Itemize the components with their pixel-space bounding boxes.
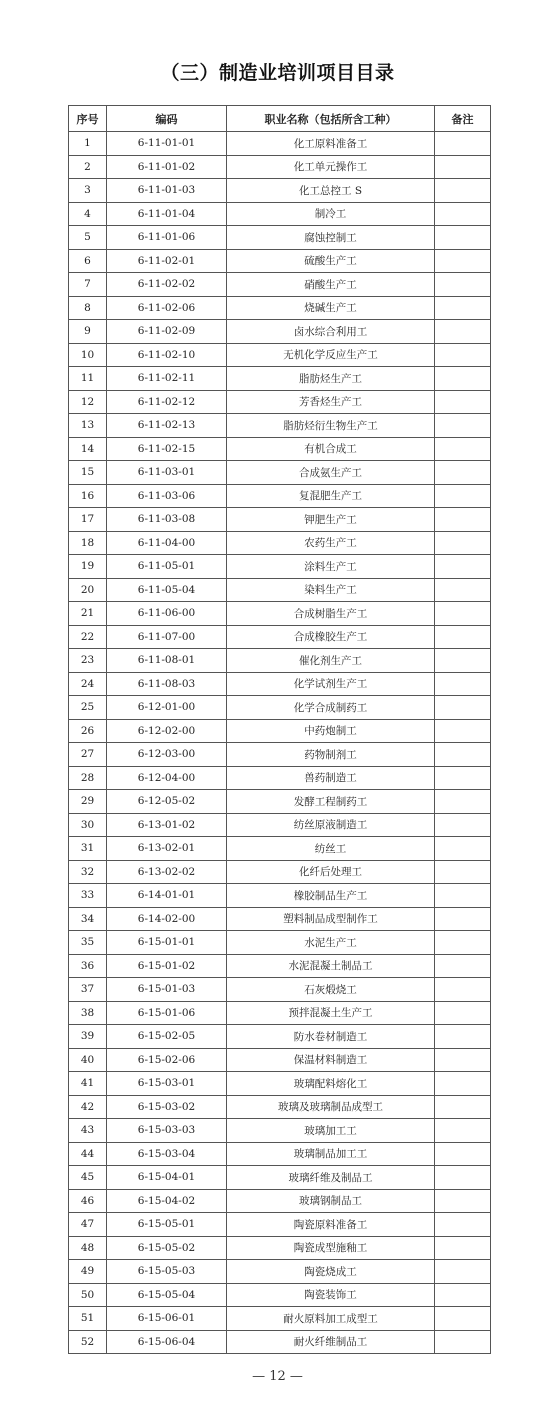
row-code: 6-13-02-02 [107,860,227,884]
row-index: 47 [69,1213,107,1237]
table-row [69,155,491,179]
table-row [69,719,491,743]
table-row [69,602,491,626]
row-occupation: 无机化学反应生产工 [227,343,435,367]
table-row [69,414,491,438]
row-remarks [435,531,491,555]
row-remarks [435,696,491,720]
row-index: 45 [69,1166,107,1190]
row-remarks [435,1307,491,1331]
row-occupation: 玻璃配料熔化工 [227,1072,435,1096]
table-row [69,226,491,250]
row-remarks [435,320,491,344]
table-row [69,343,491,367]
row-index: 3 [69,179,107,203]
row-occupation: 脂肪烃衍生物生产工 [227,414,435,438]
row-remarks [435,1236,491,1260]
row-remarks [435,625,491,649]
row-occupation: 耐火原料加工成型工 [227,1307,435,1331]
row-index: 41 [69,1072,107,1096]
table-row [69,884,491,908]
row-occupation: 保温材料制造工 [227,1048,435,1072]
row-remarks [435,1072,491,1096]
row-code: 6-11-02-13 [107,414,227,438]
row-occupation: 玻璃制品加工工 [227,1142,435,1166]
header-code: 编码 [107,106,227,132]
row-index: 25 [69,696,107,720]
row-index: 6 [69,249,107,273]
row-remarks [435,672,491,696]
row-code: 6-11-01-01 [107,132,227,156]
row-index: 52 [69,1330,107,1354]
row-code: 6-15-03-01 [107,1072,227,1096]
row-occupation: 化工单元操作工 [227,155,435,179]
row-occupation: 硝酸生产工 [227,273,435,297]
row-remarks [435,414,491,438]
row-index: 21 [69,602,107,626]
row-index: 44 [69,1142,107,1166]
row-occupation: 纺丝工 [227,837,435,861]
row-code: 6-13-01-02 [107,813,227,837]
row-index: 50 [69,1283,107,1307]
row-code: 6-15-05-03 [107,1260,227,1284]
row-occupation: 玻璃钢制品工 [227,1189,435,1213]
row-remarks [435,273,491,297]
row-occupation: 制冷工 [227,202,435,226]
row-index: 5 [69,226,107,250]
table-row [69,1260,491,1284]
row-remarks [435,367,491,391]
row-occupation: 催化剂生产工 [227,649,435,673]
row-code: 6-11-02-01 [107,249,227,273]
row-index: 17 [69,508,107,532]
table-row [69,296,491,320]
row-code: 6-11-01-06 [107,226,227,250]
row-remarks [435,508,491,532]
table-row [69,578,491,602]
row-code: 6-14-02-00 [107,907,227,931]
row-index: 19 [69,555,107,579]
row-code: 6-11-06-00 [107,602,227,626]
row-occupation: 染料生产工 [227,578,435,602]
row-occupation: 合成树脂生产工 [227,602,435,626]
row-code: 6-11-03-08 [107,508,227,532]
table-row [69,1307,491,1331]
table-row [69,1189,491,1213]
row-index: 20 [69,578,107,602]
row-index: 40 [69,1048,107,1072]
row-code: 6-11-05-01 [107,555,227,579]
row-index: 51 [69,1307,107,1331]
row-remarks [435,837,491,861]
table-row [69,1025,491,1049]
row-occupation: 陶瓷成型施釉工 [227,1236,435,1260]
row-code: 6-15-01-01 [107,931,227,955]
row-occupation: 化工原料准备工 [227,132,435,156]
row-code: 6-12-02-00 [107,719,227,743]
row-remarks [435,578,491,602]
row-remarks [435,1142,491,1166]
row-code: 6-11-08-01 [107,649,227,673]
row-code: 6-11-05-04 [107,578,227,602]
row-remarks [435,790,491,814]
row-code: 6-15-02-06 [107,1048,227,1072]
table-row [69,508,491,532]
row-remarks [435,249,491,273]
row-remarks [435,132,491,156]
table-row [69,1330,491,1354]
row-remarks [435,1095,491,1119]
row-code: 6-11-02-10 [107,343,227,367]
page-number: — 12 — [252,1369,303,1384]
row-occupation: 烧碱生产工 [227,296,435,320]
row-code: 6-11-02-02 [107,273,227,297]
row-code: 6-15-05-04 [107,1283,227,1307]
row-index: 22 [69,625,107,649]
row-occupation: 水泥混凝土制品工 [227,954,435,978]
table-row [69,1072,491,1096]
row-code: 6-12-04-00 [107,766,227,790]
table-row [69,1166,491,1190]
table-row [69,1236,491,1260]
row-occupation: 涂料生产工 [227,555,435,579]
row-code: 6-12-05-02 [107,790,227,814]
row-index: 38 [69,1001,107,1025]
table-row [69,837,491,861]
row-remarks [435,743,491,767]
row-remarks [435,1048,491,1072]
row-index: 34 [69,907,107,931]
row-occupation: 中药炮制工 [227,719,435,743]
row-occupation: 合成橡胶生产工 [227,625,435,649]
table-row [69,766,491,790]
table-row [69,1001,491,1025]
table-row [69,531,491,555]
row-index: 24 [69,672,107,696]
row-index: 2 [69,155,107,179]
table-row [69,1142,491,1166]
row-index: 16 [69,484,107,508]
training-catalog-table [68,105,491,1354]
table-row [69,931,491,955]
row-code: 6-11-08-03 [107,672,227,696]
row-remarks [435,155,491,179]
row-occupation: 芳香烃生产工 [227,390,435,414]
row-occupation: 橡胶制品生产工 [227,884,435,908]
row-occupation: 兽药制造工 [227,766,435,790]
row-remarks [435,1025,491,1049]
row-index: 49 [69,1260,107,1284]
row-code: 6-12-03-00 [107,743,227,767]
row-occupation: 玻璃加工工 [227,1119,435,1143]
row-index: 42 [69,1095,107,1119]
table-row [69,1048,491,1072]
row-occupation: 脂肪烃生产工 [227,367,435,391]
row-code: 6-11-03-01 [107,461,227,485]
row-code: 6-11-02-11 [107,367,227,391]
row-remarks [435,954,491,978]
row-code: 6-15-05-01 [107,1213,227,1237]
row-code: 6-12-01-00 [107,696,227,720]
row-remarks [435,296,491,320]
row-occupation: 化学试剂生产工 [227,672,435,696]
header-remarks: 备注 [435,106,491,132]
page-title: （三）制造业培训项目目录 [160,62,395,84]
row-remarks [435,226,491,250]
table-row [69,132,491,156]
table-row [69,649,491,673]
row-occupation: 化工总控工 S [227,179,435,203]
row-remarks [435,1166,491,1190]
table-row [69,696,491,720]
table-row [69,743,491,767]
row-occupation: 陶瓷装饰工 [227,1283,435,1307]
row-remarks [435,931,491,955]
row-occupation: 药物制剂工 [227,743,435,767]
row-occupation: 玻璃及玻璃制品成型工 [227,1095,435,1119]
table-row [69,1119,491,1143]
row-index: 9 [69,320,107,344]
row-index: 1 [69,132,107,156]
row-index: 14 [69,437,107,461]
table-row [69,461,491,485]
row-code: 6-15-04-02 [107,1189,227,1213]
row-remarks [435,484,491,508]
row-index: 48 [69,1236,107,1260]
row-code: 6-11-03-06 [107,484,227,508]
row-code: 6-15-05-02 [107,1236,227,1260]
row-index: 26 [69,719,107,743]
table-row [69,1213,491,1237]
row-occupation: 硫酸生产工 [227,249,435,273]
row-remarks [435,813,491,837]
table-row [69,484,491,508]
row-occupation: 钾肥生产工 [227,508,435,532]
row-index: 12 [69,390,107,414]
row-occupation: 陶瓷烧成工 [227,1260,435,1284]
row-remarks [435,390,491,414]
row-remarks [435,602,491,626]
row-code: 6-11-02-15 [107,437,227,461]
header-index: 序号 [69,106,107,132]
row-remarks [435,1283,491,1307]
row-index: 11 [69,367,107,391]
row-index: 37 [69,978,107,1002]
row-code: 6-15-03-02 [107,1095,227,1119]
table-header-row [69,106,491,132]
row-index: 35 [69,931,107,955]
table-row [69,813,491,837]
table-row [69,672,491,696]
row-code: 6-11-04-00 [107,531,227,555]
row-remarks [435,1260,491,1284]
table-row [69,907,491,931]
table-row [69,367,491,391]
row-code: 6-15-06-01 [107,1307,227,1331]
table-row [69,790,491,814]
row-occupation: 预拌混凝土生产工 [227,1001,435,1025]
row-remarks [435,1119,491,1143]
row-index: 10 [69,343,107,367]
row-remarks [435,179,491,203]
row-remarks [435,555,491,579]
table-row [69,273,491,297]
row-code: 6-11-01-04 [107,202,227,226]
row-code: 6-11-01-03 [107,179,227,203]
row-index: 32 [69,860,107,884]
row-remarks [435,1189,491,1213]
row-code: 6-11-02-09 [107,320,227,344]
table-row [69,954,491,978]
row-index: 8 [69,296,107,320]
row-index: 30 [69,813,107,837]
row-code: 6-15-01-02 [107,954,227,978]
row-code: 6-13-02-01 [107,837,227,861]
row-remarks [435,907,491,931]
row-index: 39 [69,1025,107,1049]
row-occupation: 陶瓷原料准备工 [227,1213,435,1237]
row-occupation: 卤水综合利用工 [227,320,435,344]
row-index: 4 [69,202,107,226]
row-code: 6-15-06-04 [107,1330,227,1354]
row-index: 27 [69,743,107,767]
row-occupation: 有机合成工 [227,437,435,461]
row-occupation: 纺丝原液制造工 [227,813,435,837]
row-code: 6-15-01-06 [107,1001,227,1025]
row-occupation: 防水卷材制造工 [227,1025,435,1049]
row-code: 6-15-04-01 [107,1166,227,1190]
row-index: 18 [69,531,107,555]
row-remarks [435,1330,491,1354]
row-occupation: 玻璃纤维及制品工 [227,1166,435,1190]
row-index: 13 [69,414,107,438]
table-row [69,320,491,344]
row-index: 7 [69,273,107,297]
row-occupation: 农药生产工 [227,531,435,555]
table-row [69,390,491,414]
row-remarks [435,202,491,226]
row-index: 31 [69,837,107,861]
row-remarks [435,719,491,743]
row-index: 36 [69,954,107,978]
header-occupation: 职业名称（包括所含工种） [227,106,435,132]
row-remarks [435,766,491,790]
row-occupation: 耐火纤维制品工 [227,1330,435,1354]
row-remarks [435,1001,491,1025]
row-occupation: 合成氨生产工 [227,461,435,485]
row-index: 33 [69,884,107,908]
row-occupation: 复混肥生产工 [227,484,435,508]
row-occupation: 发酵工程制药工 [227,790,435,814]
row-code: 6-11-01-02 [107,155,227,179]
row-remarks [435,461,491,485]
row-index: 46 [69,1189,107,1213]
row-code: 6-11-02-06 [107,296,227,320]
table-row [69,249,491,273]
row-code: 6-15-02-05 [107,1025,227,1049]
row-occupation: 塑料制品成型制作工 [227,907,435,931]
table-row [69,860,491,884]
row-code: 6-15-03-03 [107,1119,227,1143]
table-row [69,437,491,461]
row-remarks [435,437,491,461]
row-remarks [435,978,491,1002]
row-code: 6-15-03-04 [107,1142,227,1166]
row-code: 6-11-02-12 [107,390,227,414]
row-index: 15 [69,461,107,485]
table-row [69,1095,491,1119]
table-row [69,978,491,1002]
row-occupation: 石灰煅烧工 [227,978,435,1002]
row-remarks [435,343,491,367]
row-index: 29 [69,790,107,814]
row-occupation: 化学合成制药工 [227,696,435,720]
row-code: 6-14-01-01 [107,884,227,908]
row-remarks [435,860,491,884]
row-occupation: 水泥生产工 [227,931,435,955]
row-index: 43 [69,1119,107,1143]
table-row [69,202,491,226]
row-remarks [435,1213,491,1237]
row-remarks [435,649,491,673]
table-row [69,625,491,649]
table-row [69,555,491,579]
table-row [69,179,491,203]
table-row [69,1283,491,1307]
row-index: 23 [69,649,107,673]
row-code: 6-11-07-00 [107,625,227,649]
row-index: 28 [69,766,107,790]
row-occupation: 腐蚀控制工 [227,226,435,250]
row-occupation: 化纤后处理工 [227,860,435,884]
row-code: 6-15-01-03 [107,978,227,1002]
row-remarks [435,884,491,908]
